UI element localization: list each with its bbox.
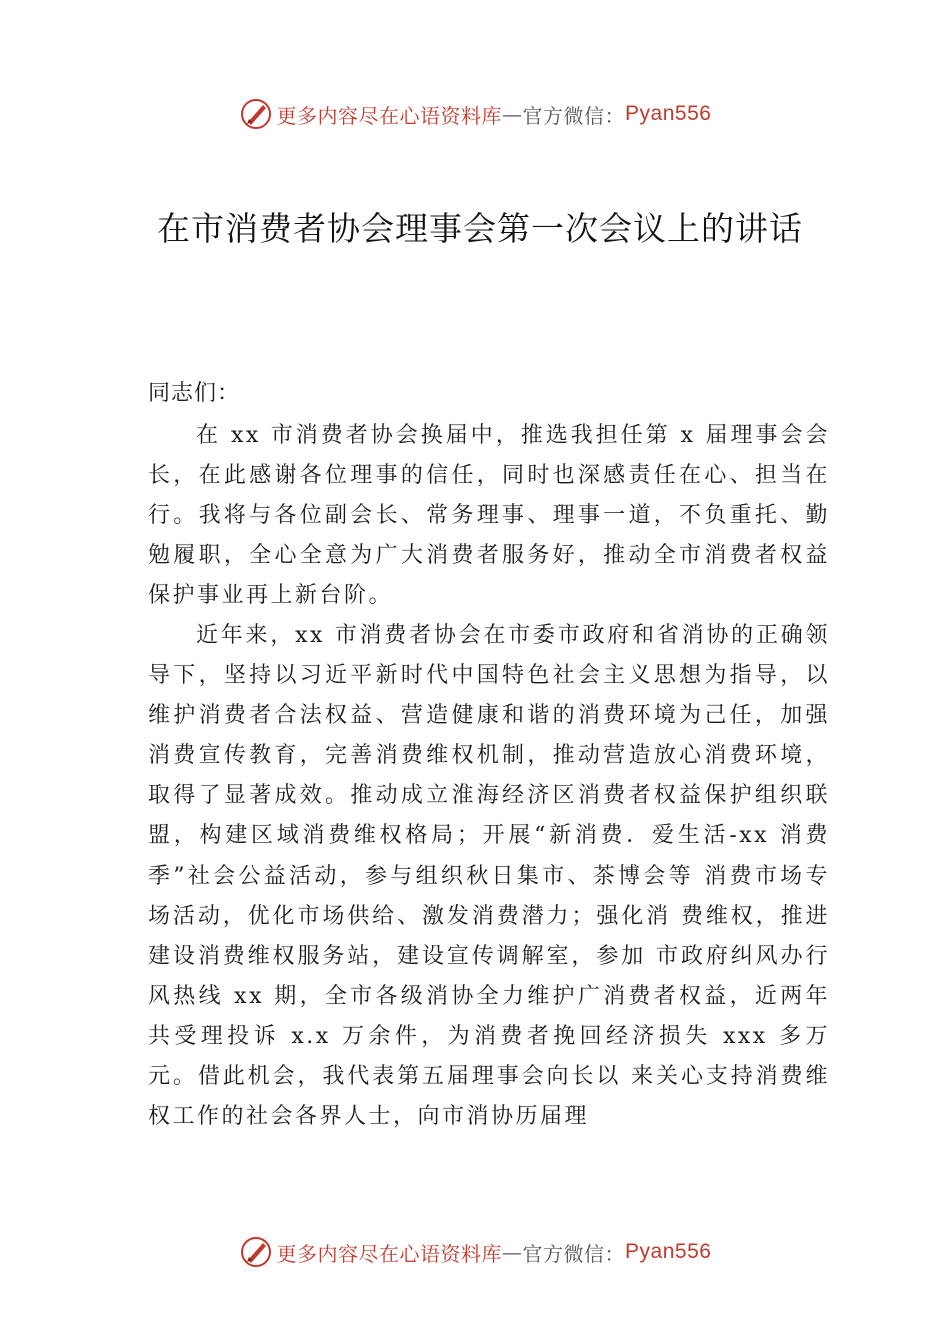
banner-account: Pyan556 [625,102,712,125]
footer-watermark [0,1232,950,1272]
header-watermark [0,94,950,134]
pen-logo-icon [239,1235,273,1269]
banner-red-text: 更多内容尽在心语资料库 [276,103,503,128]
salutation: 同志们： [148,381,241,406]
pen-logo-icon [239,97,273,131]
paragraph-1: 在 xx 市消费者协会换届中，推选我担任第 x 届理事会会长，在此感谢各位理事的信任，同时也深感责任在心、担当在行。我将与各位副会长、常务理事、理事一道，不负重托、勤勉履职，全心全意为广大消费者服务好，推动全市消费者权益保护事业再上新台阶。 [148,423,830,609]
banner-dash: — [502,1240,523,1264]
banner-gray-text: 官方微信： [522,1241,626,1266]
banner-red-text: 更多内容尽在心语资料库 [276,1241,503,1266]
banner-gray-text: 官方微信： [522,103,626,128]
banner-dash: — [502,102,523,126]
document-title: 在市消费者协会理事会第一次会议上的讲话 [157,209,803,248]
banner-account: Pyan556 [625,1240,712,1263]
paragraph-2: 近年来，xx 市消费者协会在市委市政府和省消协的正确领导下，坚持以习近平新时代中国特色社会主义思想为指导，以维护消费者合法权益、营造健康和谐的消费环境为己任，加强消费宣传教育，完善消费维权机制，推动营造放心消费环境，取得了显著成效。推动成立淮海经济区消费者权益保护组织联盟，构建区域消费维权格局；开展“新消费．爱生活-xx 消费季”社会公益活动，参与组织秋日集市、茶博会等 消费市场专场活动，优化市场供给、激发消费潜力；强化消 费维权，推进建设消费维权服务站，建设宣传调解室，参加 市政府纠风办行风热线 xx 期，全市各级消协全力维护广消费者权益，近两年共受理投诉 x.x 万余件，为消费者挽回经济损失 xxx 多万元。借此机会，我代表第五届理事会向长以 来关心支持消费维权工作的社会各界人士，向市消协历届理 [148,623,830,1130]
